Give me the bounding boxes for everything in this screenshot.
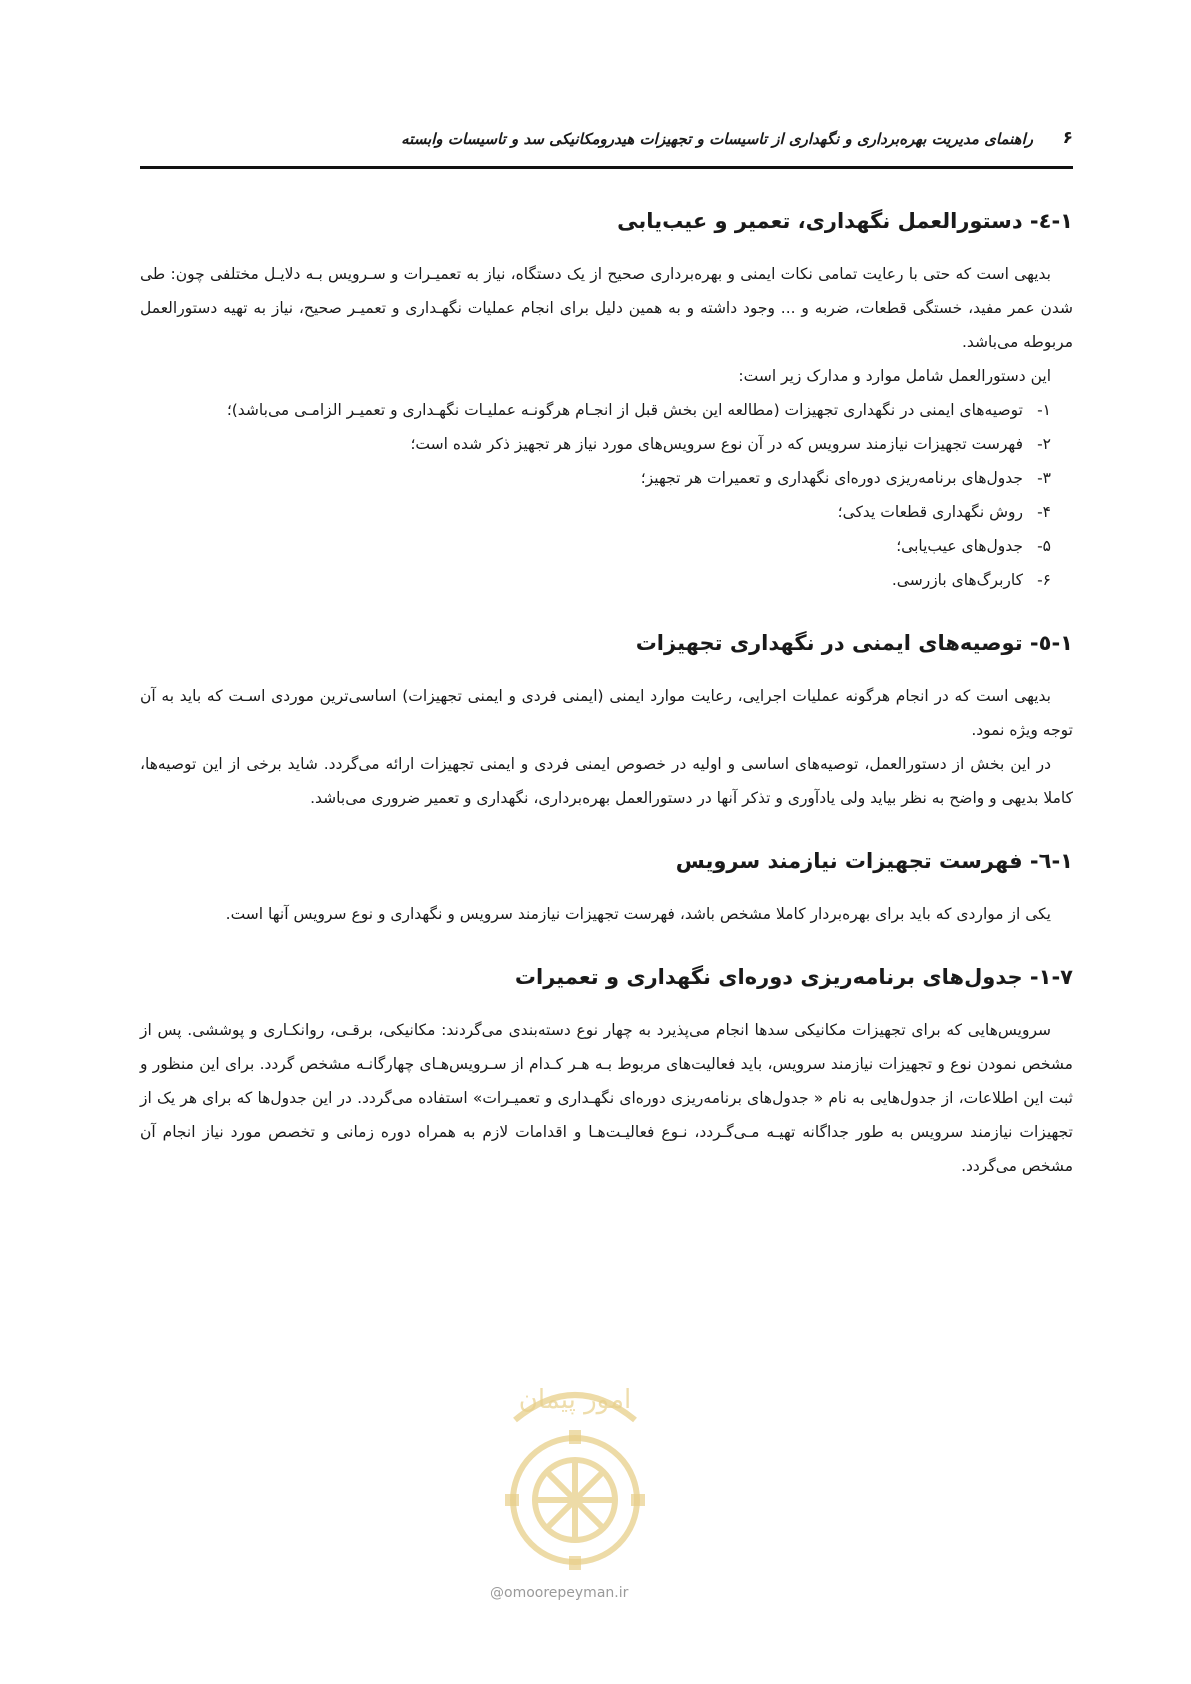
list-number: ۶- [1037, 571, 1051, 589]
section-heading: ۱-٦- فهرست تجهیزات نیازمند سرویس [675, 849, 1073, 873]
list-item [140, 495, 1051, 529]
list-number: ۵- [1037, 537, 1051, 555]
paragraph: بدیهی است که در انجام هرگونه عملیات اجرایی، رعایت موارد ایمنی (ایمنی فردی و ایمنی تجهیزات) اساسی‌ترین موردی اسـت که باید به آن توجه ویژه نمود. [140, 687, 1073, 739]
running-title: راهنمای مدیریت بهره‌برداری و نگهداری از تاسیسات و تجهیزات هیدرومکانیکی سد و تاسیسات وابسته [401, 130, 1033, 148]
section-heading: ۱-٥- توصیه‌های ایمنی در نگهداری تجهیزات [635, 631, 1073, 655]
document-body [140, 205, 1073, 1183]
list-number: ۴- [1037, 503, 1051, 521]
section-periodic-schedule-tables [140, 961, 1073, 1183]
list-number: ۲- [1037, 435, 1051, 453]
gear-logo-icon [455, 1360, 695, 1580]
list-text: روش نگهداری قطعات یدکی؛ [837, 503, 1023, 521]
page-number: ۶ [1062, 128, 1073, 148]
watermark-logo-text: امور پیمان [518, 1385, 632, 1415]
list-item [140, 461, 1051, 495]
paragraph: یکی از مواردی که باید برای بهره‌بردار کاملا مشخص باشد، فهرست تجهیزات نیازمند سرویس و نگهداری و نوع سرویس آنها است. [225, 905, 1051, 923]
list-text: توصیه‌های ایمنی در نگهداری تجهیزات (مطالعه این بخش قبل از انجـام هرگونـه عملیـات نگهـداری و تعمیـر الزامـی می‌باشد)؛ [226, 401, 1023, 419]
paragraph: سرویس‌هایی که برای تجهیزات مکانیکی سدها انجام می‌پذیرد به چهار نوع دسته‌بندی می‌گردند: مکانیکی، برقـی، روانکـاری و پوششی. پس از مشخص نمودن نوع و تجهیزات نیازمند سرویس، باید فعالیت‌های مربوط بـه هـر کـدام از سـرویس‌هـای چهارگانـه مشخص گردد. برای این منظور و ثبت این اطلاعات، از جدول‌هایی به نام « جدول‌های برنامه‌ریزی دوره‌ای نگهـداری و تعمیـرات» استفاده می‌گردد. در این جدول‌ها که برای هر یک از تجهیزات نیازمند سرویس به طور جداگانه تهیـه مـی‌گـردد، نـوع فعالیـت‌هـا و اقدامات لازم به همراه دوره زمانی و تخصص مورد نیاز انجام آن مشخص می‌گردد. [140, 1021, 1073, 1175]
list-text: فهرست تجهیزات نیازمند سرویس که در آن نوع سرویس‌های مورد نیاز هر تجهیز ذکر شده است؛ [410, 435, 1023, 453]
list-item [140, 393, 1051, 427]
list-text: جدول‌های عیب‌یابی؛ [896, 537, 1023, 555]
list-number: ۳- [1037, 469, 1051, 487]
watermark-url: @omoorepeyman.ir [490, 1585, 629, 1601]
list-text: کاربرگ‌های بازرسی. [891, 571, 1023, 589]
instruction-list [140, 393, 1073, 597]
list-item [140, 563, 1051, 597]
list-text: جدول‌های برنامه‌ریزی دوره‌ای نگهداری و تعمیرات هر تجهیز؛ [640, 469, 1023, 487]
section-equipment-list [140, 845, 1073, 931]
list-item [140, 529, 1051, 563]
section-heading: ۱-٤- دستورالعمل نگهداری، تعمیر و عیب‌یابی [617, 209, 1073, 233]
list-number: ۱- [1037, 401, 1051, 419]
page-header [140, 120, 1073, 169]
section-safety-recommendations [140, 627, 1073, 815]
section-heading: ۱-۷- جدول‌های برنامه‌ریزی دوره‌ای نگهداری و تعمیرات [514, 965, 1073, 989]
paragraph: بدیهی است که حتی با رعایت تمامی نکات ایمنی و بهره‌برداری صحیح از یک دستگاه، نیاز به تعمیـرات و سـرویس بـه دلایـل مختلفی چون: طی شدن عمر مفید، خستگی قطعات، ضربه و ... وجود داشته و به همین دلیل برای انجام عملیات نگهـداری و تعمیـر صحیح، نیاز به تهیه دستورالعمل مربوطه می‌باشد. [140, 265, 1073, 351]
paragraph: در این بخش از دستورالعمل، توصیه‌های اساسی و اولیه در خصوص ایمنی فردی و ایمنی تجهیزات ارائه می‌گردد. شاید برخی از این توصیه‌ها، کاملا بدیهی و واضح به نظر بیاید ولی یادآوری و تذکر آنها در دستورالعمل بهره‌برداری، نگهداری و تعمیر ضروری می‌باشد. [140, 755, 1073, 807]
list-intro: این دستورالعمل شامل موارد و مدارک زیر است: [738, 367, 1051, 385]
watermark-logo [455, 1360, 695, 1580]
list-item [140, 427, 1051, 461]
section-maintenance-instructions [140, 205, 1073, 597]
